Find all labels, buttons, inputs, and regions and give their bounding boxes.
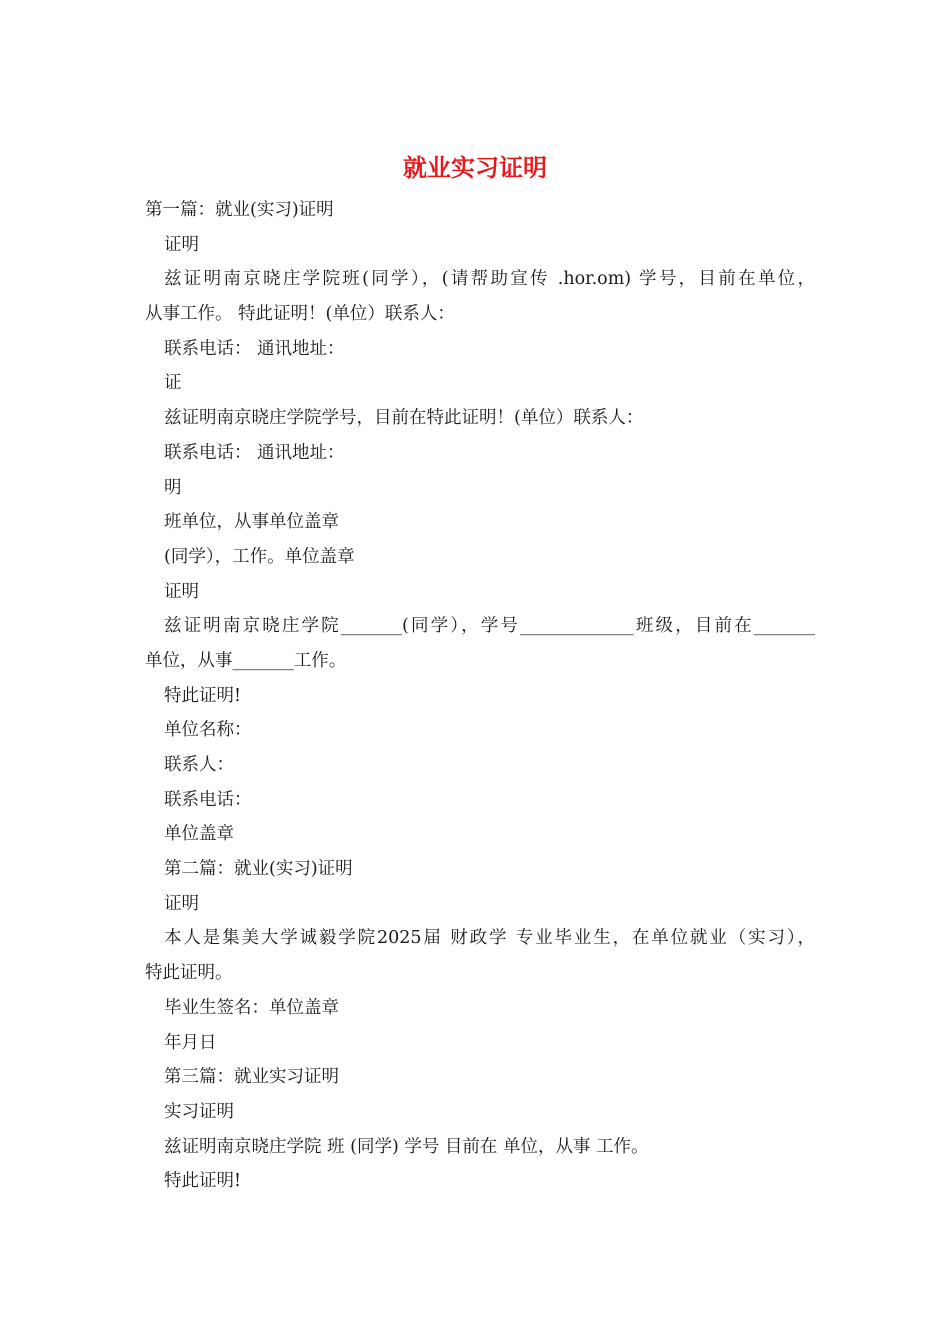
paragraph-line: 兹证明南京晓庄学院学号，目前在特此证明！(单位）联系人： (164, 408, 644, 429)
paragraph-line: (同学），工作。单位盖章 (164, 546, 355, 567)
paragraph-line: 证 (164, 373, 182, 394)
paragraph-line: 兹证明南京晓庄学院 班 (同学) 学号 目前在 单位，从事 工作。 (164, 1136, 649, 1157)
paragraph-line: 特此证明! (164, 1171, 242, 1192)
paragraph-line: 从事工作。 特此证明！(单位）联系人： (145, 304, 455, 325)
paragraph-line: 本人是集美大学诚毅学院2025届 财政学 专业毕业生，在单位就业（实习）， (164, 928, 815, 949)
paragraph-line: 证明 (164, 581, 199, 602)
paragraph-line: 年月日 (164, 1032, 217, 1053)
document-body (145, 193, 815, 1199)
paragraph-line: 证明 (164, 234, 199, 255)
paragraph-line: 特此证明! (164, 685, 242, 706)
section-heading-3: 第三篇：就业实习证明 (164, 1067, 339, 1088)
paragraph-line: 单位名称： (164, 720, 252, 741)
section-heading-2: 第二篇：就业(实习)证明 (164, 859, 353, 880)
paragraph-line: 特此证明。 (145, 963, 233, 984)
paragraph-line: 班单位，从事单位盖章 (164, 512, 339, 533)
paragraph-line: 兹证明南京晓庄学院_______(同学），学号_____________班级，目前在_______ (164, 616, 815, 637)
paragraph-line: 证明 (164, 893, 199, 914)
section-heading-1: 第一篇：就业(实习)证明 (145, 200, 334, 220)
paragraph-line: 联系电话： (164, 789, 252, 810)
paragraph-line: 单位，从事_______工作。 (145, 650, 347, 671)
paragraph-line: 联系电话： 通讯地址： (164, 442, 345, 463)
paragraph-line: 单位盖章 (164, 824, 234, 845)
paragraph-line: 实习证明 (164, 1101, 234, 1122)
paragraph-line: 兹证明南京晓庄学院班(同学），(请帮助宣传 .hor.om) 学号，目前在单位， (164, 269, 815, 290)
document-title: 就业实习证明 (403, 154, 547, 182)
paragraph-line: 联系电话： 通讯地址： (164, 338, 345, 359)
paragraph-line: 联系人： (164, 755, 234, 775)
paragraph-line: 明 (164, 477, 182, 498)
paragraph-line: 毕业生签名：单位盖章 (164, 997, 339, 1018)
